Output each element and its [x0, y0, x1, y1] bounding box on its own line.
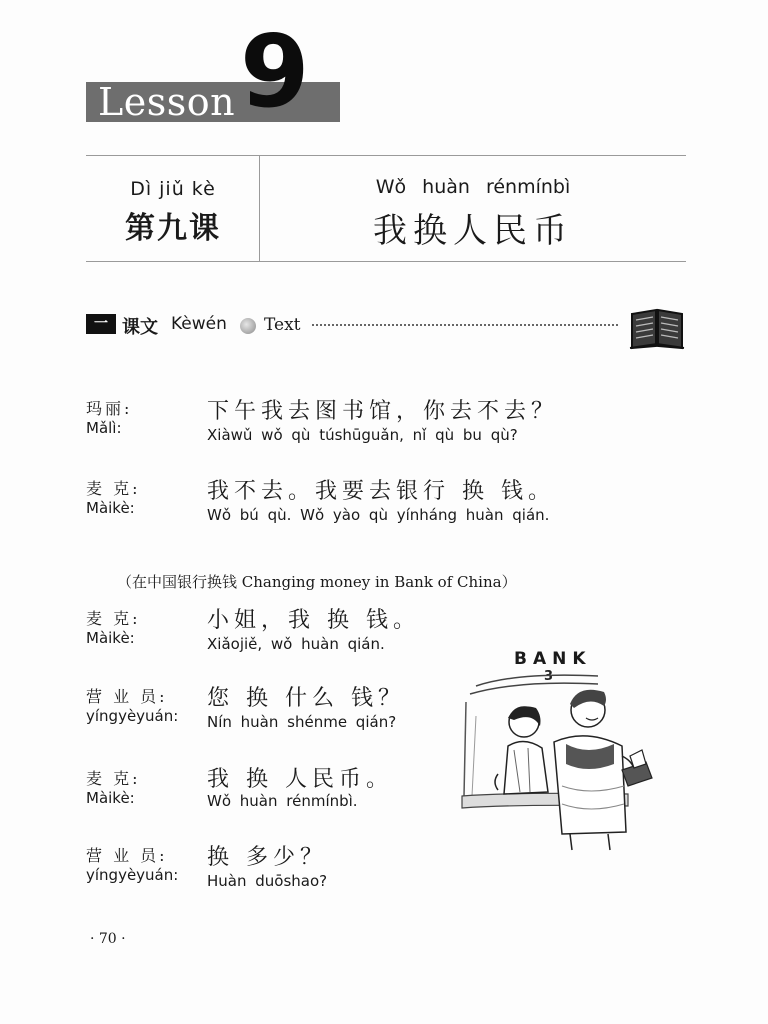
- speaker-name-chinese: 营 业 员:: [86, 687, 168, 706]
- dotted-leader: [312, 324, 618, 326]
- speaker-name-pinyin: Màikè:: [86, 789, 135, 807]
- speaker-name-pinyin: yíngyèyuán:: [86, 707, 179, 725]
- speaker-clerk: [86, 843, 178, 884]
- dialogue-line-pinyin: Xiàwǔ wǒ qù túshūguǎn, nǐ qù bu qù?: [207, 426, 518, 444]
- speaker-name-pinyin: Màikè:: [86, 499, 135, 517]
- section-label-chinese: 课文: [122, 317, 158, 338]
- speaker-name-chinese: 麦 克:: [86, 609, 141, 628]
- speaker-name-chinese: 玛丽:: [86, 399, 133, 418]
- speaker-maike: [86, 606, 140, 647]
- open-book-icon: [628, 304, 686, 350]
- lesson-number-pinyin: Dì jiǔ kè: [130, 178, 216, 200]
- title-bottom-rule: [86, 261, 686, 262]
- section-number-badge: 一: [86, 314, 116, 334]
- speaker-name-pinyin: Mǎlì:: [86, 419, 122, 437]
- speaker-name-chinese: 营 业 员:: [86, 846, 168, 865]
- speaker-name-chinese: 麦 克:: [86, 479, 141, 498]
- speaker-mali: [86, 396, 132, 437]
- section-label-pinyin: Kèwén: [171, 314, 227, 334]
- dialogue-line-chinese: 下午我去图书馆，你去不去？: [207, 399, 559, 424]
- dialogue-line-chinese: 我 换 人民币。: [207, 767, 393, 792]
- dialogue-line-chinese: 换 多少？: [207, 845, 327, 870]
- dialogue-line-pinyin: Wǒ bú qù. Wǒ yào qù yínháng huàn qián.: [207, 506, 550, 524]
- bullet-circle-icon: [240, 318, 256, 334]
- dialogue-line-pinyin: Huàn duōshao?: [207, 872, 328, 890]
- page-number: · 70 ·: [90, 931, 126, 947]
- bank-counter-illustration: [458, 646, 658, 856]
- scene-note: （在中国银行换钱 Changing money in Bank of China）: [117, 573, 517, 591]
- speaker-maike: [86, 476, 140, 517]
- speaker-name-pinyin: yíngyèyuán:: [86, 866, 179, 884]
- lesson-word: Lesson: [98, 80, 236, 124]
- speaker-maike: [86, 766, 140, 807]
- bank-sign: BANK: [514, 649, 592, 669]
- section-label-english: Text: [264, 315, 301, 335]
- dialogue-line-chinese: 您 换 什么 钱？: [207, 686, 405, 711]
- dialogue-line-chinese: 我不去。我要去银行 换 钱。: [207, 479, 555, 504]
- lesson-number: 9: [240, 13, 310, 130]
- dialogue-line-pinyin: Nín huàn shénme qián?: [207, 713, 397, 731]
- dialogue-line-pinyin: Wǒ huàn rénmínbì.: [207, 792, 358, 810]
- speaker-name-pinyin: Màikè:: [86, 629, 135, 647]
- lesson-title-pinyin: Wǒ huàn rénmínbì: [375, 176, 571, 198]
- speaker-name-chinese: 麦 克:: [86, 769, 141, 788]
- dialogue-line-pinyin: Xiǎojiě, wǒ huàn qián.: [207, 635, 385, 653]
- lesson-number-hanzi: 第九课: [125, 211, 221, 246]
- window-number: 3: [544, 669, 554, 684]
- title-top-rule: [86, 155, 686, 156]
- dialogue-line-chinese: 小姐，我 换 钱。: [207, 608, 420, 633]
- lesson-title-hanzi: 我换人民币: [373, 211, 573, 251]
- speaker-clerk: [86, 684, 178, 725]
